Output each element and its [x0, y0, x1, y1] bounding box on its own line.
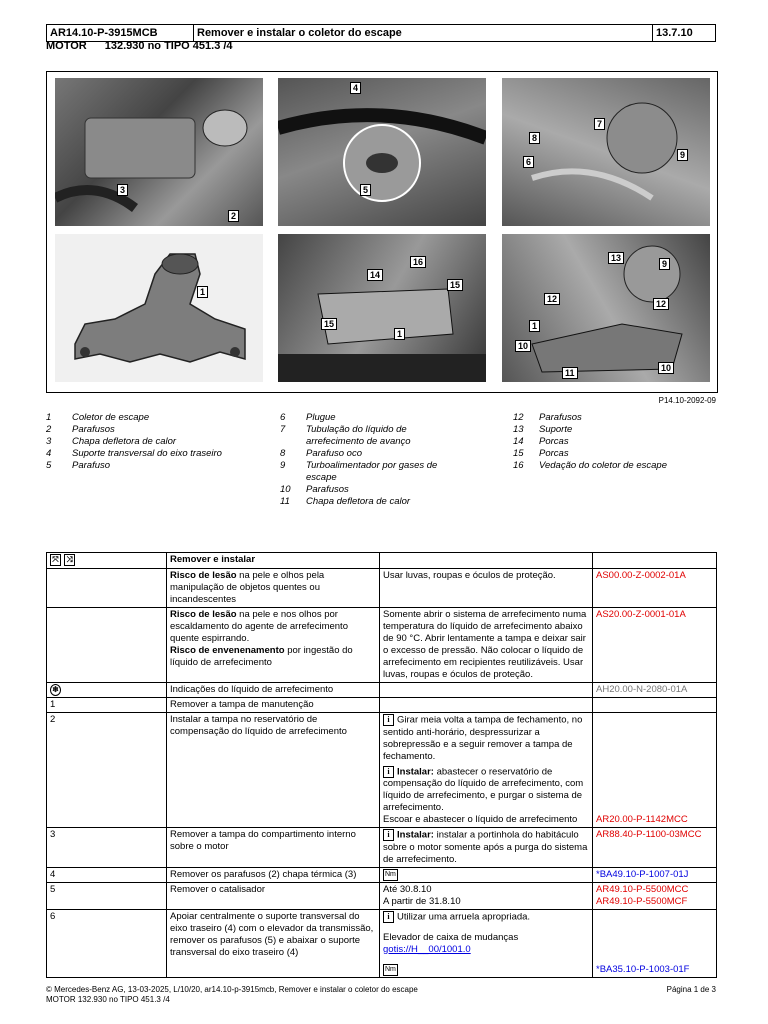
- engine-label: MOTOR: [46, 40, 87, 52]
- callout-4: 4: [350, 82, 361, 94]
- legend-item: 10 Parafusos: [280, 484, 349, 495]
- legend-item: 5 Parafuso: [46, 460, 111, 471]
- info-icon: i: [383, 714, 394, 726]
- doc-link[interactable]: *BA35.10-P-1003-01F: [593, 910, 717, 978]
- action-text: Usar luvas, roupas e óculos de proteção.: [380, 568, 593, 607]
- step-text: Remover a tampa de manutenção: [167, 698, 380, 713]
- callout-16: 16: [410, 256, 426, 268]
- table-row: [47, 828, 717, 868]
- legend-item: 15 Porcas: [513, 448, 569, 459]
- table-row: [47, 910, 717, 978]
- coolant-icon-cell: [47, 682, 167, 698]
- doc-title: Remover e instalar o coletor do escape: [194, 25, 653, 42]
- callout-10-a: 10: [515, 340, 531, 352]
- table-row: [47, 607, 717, 682]
- callout-14: 14: [367, 269, 383, 281]
- procedure-table: [46, 552, 717, 978]
- doc-link[interactable]: AR88.40-P-1100-03MCC: [593, 828, 717, 868]
- empty-cell: [593, 553, 717, 569]
- section-heading: Remover e instalar: [167, 553, 380, 569]
- step-text: Remover a tampa do compartimento interno sobre o motor: [167, 828, 380, 868]
- footer-copyright: © Mercedes-Benz AG, 13-03-2025, L/10/20, ar14.10-p-3915mcb, Remover e instalar o coletor do escape: [46, 985, 418, 994]
- step-notes: i Instalar: instalar a portinhola do habitáculo sobre o motor somente após a purga do sistema de arrefecimento.: [380, 828, 593, 868]
- doc-link[interactable]: AS00.00-Z-0002-01A: [593, 568, 717, 607]
- doc-link[interactable]: AR49.10-P-5500MCC: [596, 884, 689, 896]
- info-icon: i: [383, 911, 394, 923]
- expand-collapse-icons: [47, 553, 167, 569]
- callout-15-b: 15: [321, 318, 337, 330]
- torque-icon: Nm: [383, 964, 398, 976]
- callout-2: 2: [228, 210, 239, 222]
- doc-link[interactable]: AR49.10-P-5500MCF: [596, 896, 688, 908]
- legend-item: 16 Vedação do coletor de escape: [513, 460, 667, 471]
- action-text: Somente abrir o sistema de arrefecimento numa temperatura do líquido de arrefecimento abaixo de 90 °C. Abrir lentamente a tampa e deixar sair o excesso de pressão. Não colocar o líquido de arrefecimento em recipientes reutilizáveis. Usar luvas, roupas e óculos de proteção.: [380, 607, 593, 682]
- callout-3: 3: [117, 184, 128, 196]
- coolant-info-icon: ❄: [50, 684, 61, 696]
- step-text: Remover os parafusos (2) chapa térmica (3): [167, 867, 380, 883]
- table-row: [47, 682, 717, 698]
- figure-frame: [46, 71, 718, 393]
- photo-engine-top-art: [55, 78, 263, 226]
- photo-crossmember: [278, 78, 486, 226]
- table-row: [47, 713, 717, 828]
- legend-item: 14 Porcas: [513, 436, 569, 447]
- step-text: Indicações do líquido de arrefecimento: [167, 682, 380, 698]
- legend-item: 3 Chapa defletora de calor: [46, 436, 177, 447]
- doc-date: 13.7.10: [653, 25, 716, 42]
- callout-1-c: 1: [529, 320, 540, 332]
- legend-col-1: [46, 412, 246, 472]
- legend-col-3: [513, 412, 713, 472]
- photo-manifold-installed: [278, 234, 486, 382]
- step-number: 5: [47, 883, 167, 910]
- photo-manifold-heatshield-art: [502, 234, 710, 382]
- photo-manifold-installed-art: [278, 234, 486, 382]
- step-number: 2: [47, 713, 167, 828]
- doc-id: AR14.10-P-3915MCB: [47, 25, 194, 42]
- step-notes: i Girar meia volta a tampa de fechamento, no sentido anti-horário, despressurizar a sobrepressão e a seguir remover a tampa de fechamento. i Instalar: abastecer o reservatório de compensação do líquido de arrefecimento, com líquido de arrefecimento, e purgar o sistema de arrefecimento. Escoar e abastecer o líquido de arrefecimento: [380, 713, 593, 828]
- step-text: Remover o catalisador: [167, 883, 380, 910]
- callout-7: 7: [594, 118, 605, 130]
- doc-link[interactable]: AS20.00-Z-0001-01A: [593, 607, 717, 682]
- callout-13: 13: [608, 252, 624, 264]
- step-text: Apoiar centralmente o suporte transversal do eixo traseiro (4) com o elevador da transmissão, remover os parafusos (5) e abaixar o suporte transversal do eixo traseiro (4): [167, 910, 380, 978]
- engine-value: 132.930 no TIPO 451.3 /4: [104, 40, 233, 52]
- table-row: [47, 867, 717, 883]
- table-row: [47, 568, 717, 607]
- step-number: 1: [47, 698, 167, 713]
- callout-9-b: 9: [659, 258, 670, 270]
- legend-item: 6 Plugue: [280, 412, 336, 423]
- legend-item: 9 Turboalimentador por gases de escape: [280, 460, 438, 483]
- step-number: 3: [47, 828, 167, 868]
- table-head-row: [47, 553, 717, 569]
- doc-link[interactable]: *BA49.10-P-1007-01J: [593, 867, 717, 883]
- legend-item: 8 Parafuso oco: [280, 448, 362, 459]
- page-footer: [46, 985, 716, 1005]
- warning-text: Risco de lesão na pele e olhos pela manipulação de objetos quentes ou incandescentes: [167, 568, 380, 607]
- legend-item: 4 Suporte transversal do eixo traseiro: [46, 448, 222, 459]
- step-number: 4: [47, 867, 167, 883]
- empty-cell: [380, 553, 593, 569]
- figure-ref: P14.10-2092-09: [658, 396, 716, 405]
- callout-6: 6: [523, 156, 534, 168]
- photo-manifold: [55, 234, 263, 382]
- legend-col-2: [280, 412, 460, 508]
- footer-engine: MOTOR 132.930 no TIPO 451.3 /4: [46, 995, 170, 1004]
- photo-crossmember-art: [278, 78, 486, 226]
- callout-10-b: 10: [658, 362, 674, 374]
- legend-item: 11 Chapa defletora de calor: [280, 496, 411, 507]
- legend-item: 12 Parafusos: [513, 412, 582, 423]
- legend-item: 1 Coletor de escape: [46, 412, 150, 423]
- manifold-illustration: [55, 234, 263, 382]
- photo-manifold-heatshield: [502, 234, 710, 382]
- legend-item: 2 Parafusos: [46, 424, 115, 435]
- callout-5: 5: [360, 184, 371, 196]
- doc-link[interactable]: AH20.00-N-2080-01A: [593, 682, 717, 698]
- step-number: 6: [47, 910, 167, 978]
- doc-link-pair: [593, 883, 717, 910]
- page-number: Página 1 de 3: [666, 985, 716, 994]
- torque-icon: Nm: [383, 869, 398, 881]
- callout-1-a: 1: [197, 286, 208, 298]
- callout-15-a: 15: [447, 279, 463, 291]
- step-text: Instalar a tampa no reservatório de compensação do líquido de arrefecimento: [167, 713, 380, 828]
- engine-line: [46, 40, 233, 52]
- callout-1-b: 1: [394, 328, 405, 340]
- gotis-link[interactable]: gotis://H__00/1001.0: [383, 943, 471, 955]
- callout-8: 8: [529, 132, 540, 144]
- info-icon: i: [383, 829, 394, 841]
- photo-engine-top: [55, 78, 263, 226]
- expand-icon[interactable]: ⤧: [50, 554, 61, 566]
- collapse-icon[interactable]: ⤨: [64, 554, 75, 566]
- callout-12-a: 12: [544, 293, 560, 305]
- step-notes: Até 30.8.10 A partir de 31.8.10: [380, 883, 593, 910]
- table-row: [47, 883, 717, 910]
- info-icon: i: [383, 766, 394, 778]
- callout-11: 11: [562, 367, 578, 379]
- callout-12-b: 12: [653, 298, 669, 310]
- callout-9: 9: [677, 149, 688, 161]
- step-notes: i Utilizar uma arruela apropriada. Elevador de caixa de mudanças gotis://H__00/1001.0 Nm: [380, 910, 593, 978]
- legend-item: 13 Suporte: [513, 424, 573, 435]
- warning-text: Risco de lesão na pele e nos olhos por escaldamento do agente de arrefecimento quente espirrando. Risco de envenenamento por ingestão do líquido de arrefecimento: [167, 607, 380, 682]
- doc-link[interactable]: AR20.00-P-1142MCC: [593, 713, 717, 828]
- legend-item: 7 Tubulação do líquido de arrefecimento de avanço: [280, 424, 411, 447]
- table-row: [47, 698, 717, 713]
